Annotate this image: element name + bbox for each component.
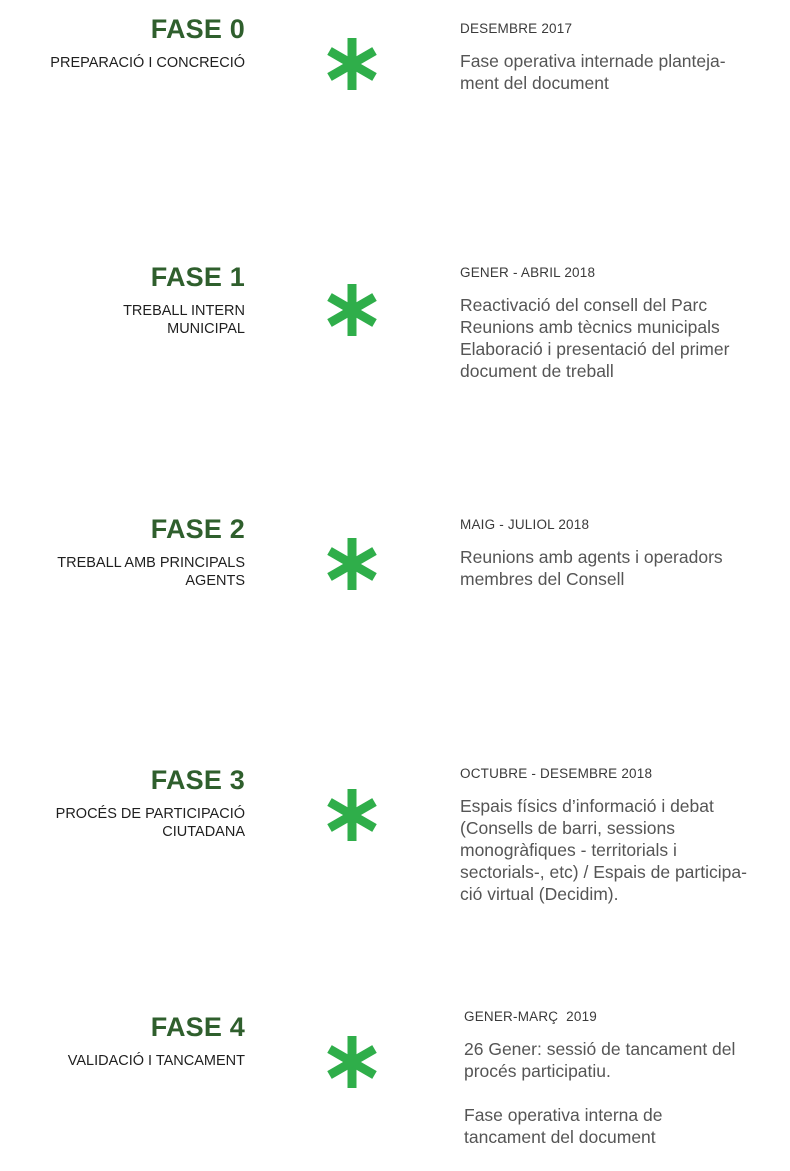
asterisk-icon	[322, 280, 382, 340]
phase-description: Reunions amb agents i operadors membres del Consell	[460, 547, 723, 589]
phase-0-heading	[0, 14, 245, 72]
phase-0-details	[460, 20, 780, 94]
phase-3-heading	[0, 765, 245, 841]
phase-2-details	[460, 516, 780, 590]
phase-1-details	[460, 264, 780, 382]
asterisk-icon-svg	[322, 534, 382, 594]
asterisk-icon	[322, 34, 382, 94]
phase-subtitle: TREBALL INTERN MUNICIPAL	[123, 303, 245, 337]
asterisk-icon-svg	[322, 1032, 382, 1092]
phase-description: 26 Gener: sessió de tancament del procés participatiu.	[464, 1039, 736, 1081]
asterisk-icon-svg	[322, 785, 382, 845]
phase-date: GENER - ABRIL 2018	[460, 265, 596, 280]
phase-description: Fase operativa internade planteja- ment del document	[460, 51, 726, 93]
phase-description-extra: Fase operativa interna de tancament del document	[464, 1105, 663, 1147]
phase-1-heading	[0, 262, 245, 338]
asterisk-icon	[322, 785, 382, 845]
phase-date: OCTUBRE - DESEMBRE 2018	[460, 766, 653, 781]
phase-description: Espais físics d’informació i debat (Consells de barri, sessions monogràfiques - territorials i sectorials-, etc) / Espais de participa- ció virtual (Decidim).	[460, 796, 747, 904]
phase-date: DESEMBRE 2017	[460, 21, 573, 36]
phase-2-heading	[0, 514, 245, 590]
phase-4-heading	[0, 1012, 245, 1070]
phase-description: Reactivació del consell del Parc Reunions amb tècnics municipals Elaboració i presentació del primer document de treball	[460, 295, 730, 381]
phase-title: FASE 4	[150, 1012, 245, 1042]
phase-title: FASE 2	[150, 514, 245, 544]
phase-date: MAIG - JULIOL 2018	[460, 517, 590, 532]
phase-4-details	[464, 1008, 784, 1148]
asterisk-icon-svg	[322, 280, 382, 340]
phase-date: GENER-MARÇ 2019	[464, 1009, 597, 1024]
phase-title: FASE 0	[150, 14, 245, 44]
asterisk-icon	[322, 534, 382, 594]
phase-subtitle: TREBALL AMB PRINCIPALS AGENTS	[57, 555, 245, 589]
asterisk-icon	[322, 1032, 382, 1092]
phase-subtitle: VALIDACIÓ I TANCAMENT	[67, 1053, 245, 1069]
phase-subtitle: PROCÉS DE PARTICIPACIÓ CIUTADANA	[55, 806, 245, 840]
phase-title: FASE 1	[150, 262, 245, 292]
asterisk-icon-svg	[322, 34, 382, 94]
phase-subtitle: PREPARACIÓ I CONCRECIÓ	[50, 55, 245, 71]
phase-3-details	[460, 765, 780, 905]
phase-title: FASE 3	[150, 765, 245, 795]
